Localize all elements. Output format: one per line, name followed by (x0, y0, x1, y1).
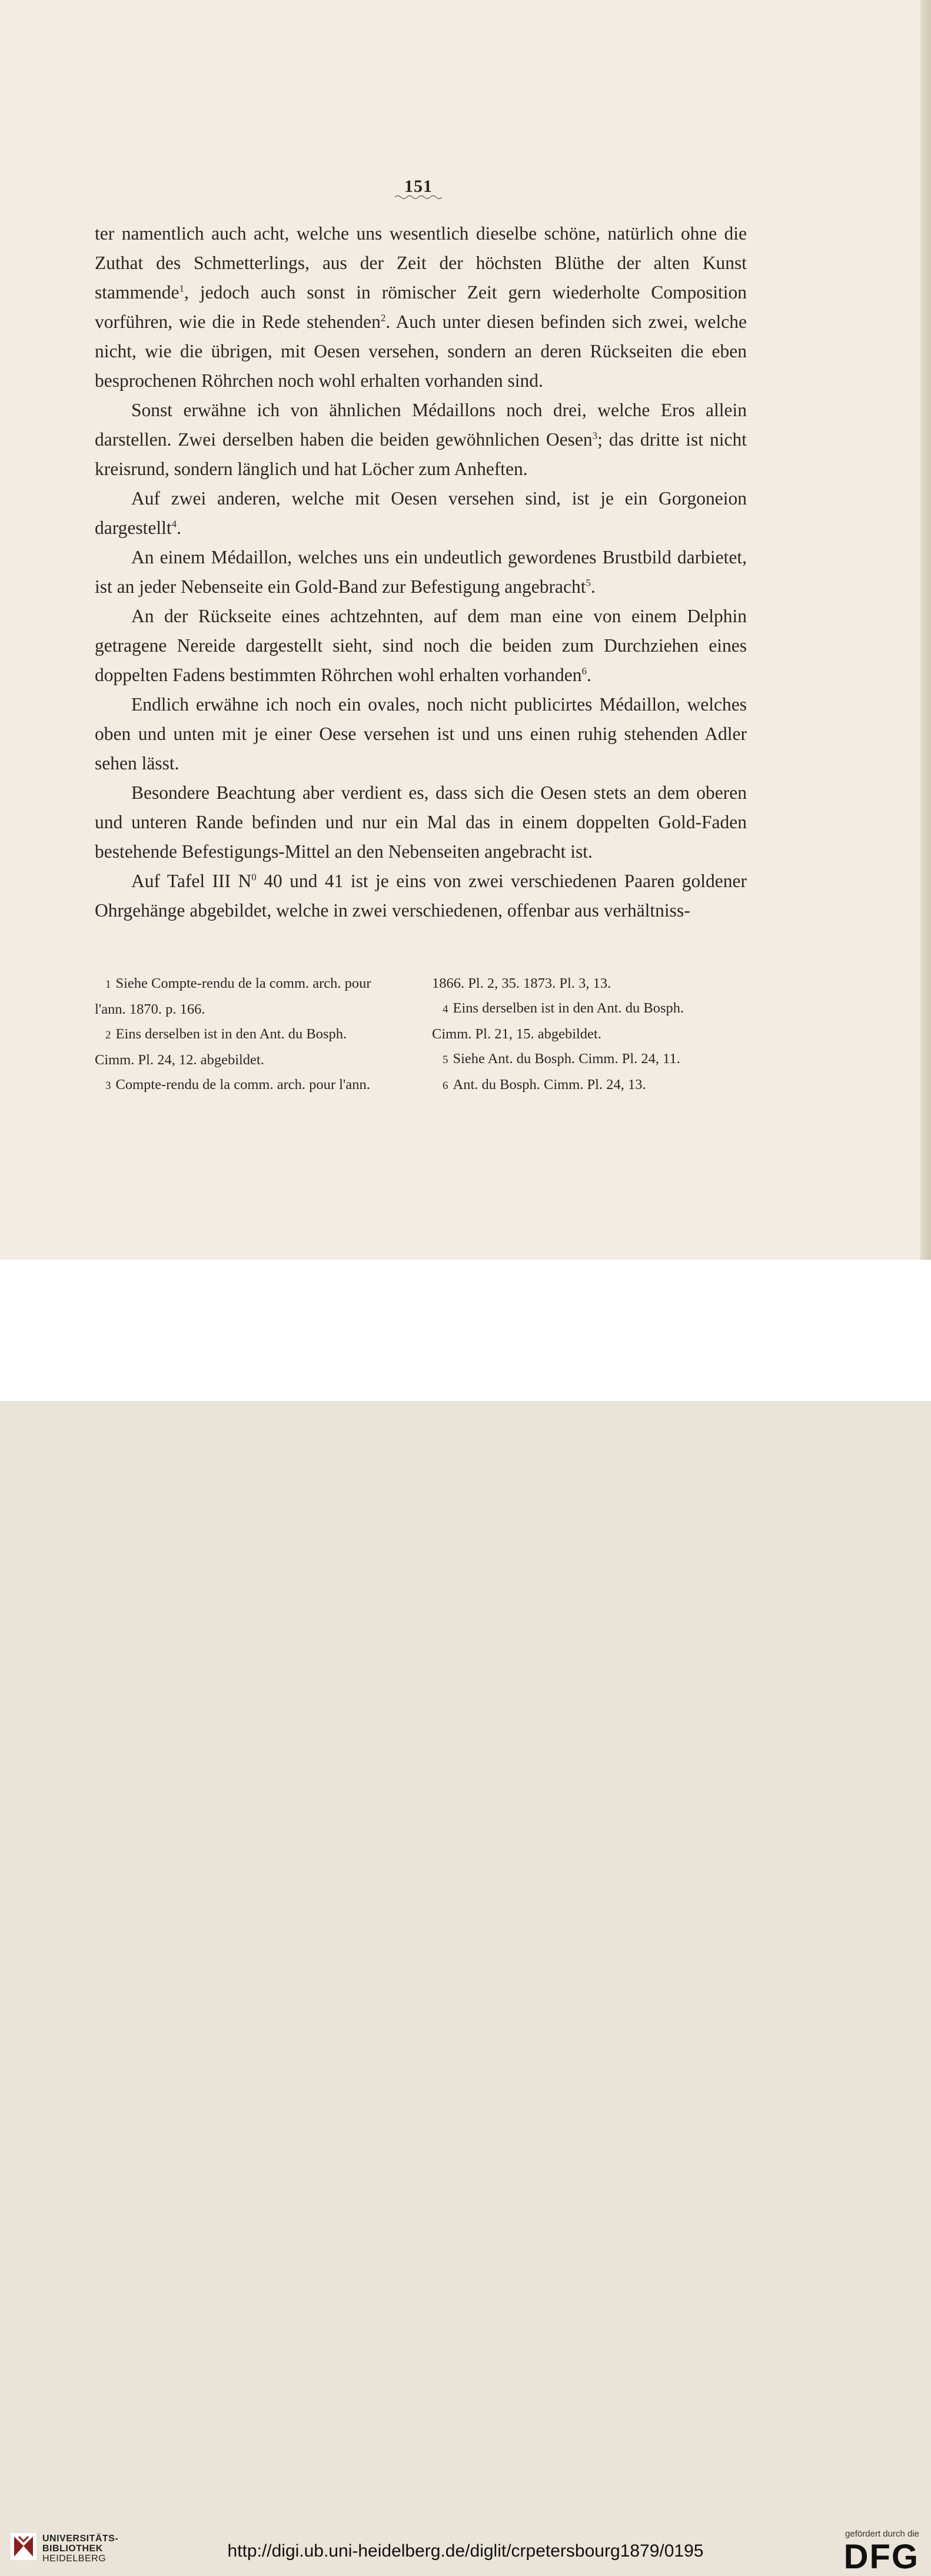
footnotes-left-column (95, 971, 410, 1098)
footnote-text: Cimm. Pl. 21, 15. abgebildet. (432, 1026, 601, 1042)
footnote-text: Cimm. Pl. 24, 12. abgebildet. (95, 1052, 264, 1068)
paragraph-text: Besondere Beachtung aber verdient es, dass sich die Oesen stets an dem oberen und unteren Rande befinden und nur ein Mal das in einem doppelten Gold-Faden bestehende Befestigungs-Mittel an den Nebenseiten angebracht ist. (95, 782, 747, 862)
body-paragraph (95, 602, 747, 690)
footnote-reference: 1 (179, 283, 184, 294)
paragraph-text: Auf zwei anderen, welche mit Oesen versehen sind, ist je ein Gorgoneion dargestellt (95, 488, 747, 538)
footnote-line (95, 1022, 410, 1048)
paragraph-text: Auf Tafel III N (131, 871, 252, 891)
footnote-number: 4 (443, 1003, 448, 1015)
footnote-text: l'ann. 1870. p. 166. (95, 1001, 205, 1017)
footnote-text: Ant. du Bosph. Cimm. Pl. 24, 13. (453, 1077, 646, 1093)
paragraph-text: Sonst erwähne ich von ähnlichen Médaillons noch drei, welche Eros allein darstellen. Zwei derselben haben die beiden gewöhnlichen Oesen (95, 400, 747, 450)
footnote-reference: 6 (581, 665, 587, 677)
funder-caption: gefördert durch die (845, 2529, 919, 2539)
footnote-number: 2 (105, 1029, 111, 1041)
footnote-line (432, 1073, 747, 1098)
paragraph-text: . Auch unter diesen befinden sich zwei, welche nicht, wie die übrigen, mit Oesen versehen, sondern an deren Rückseiten die eben besprochenen Röhrchen noch wohl erhalten vorhanden sind. (95, 311, 747, 391)
body-paragraph (95, 396, 747, 484)
footnote-line (95, 997, 410, 1022)
footnotes (95, 971, 747, 1098)
footnote-text: Compte-rendu de la comm. arch. pour l'ann. (115, 1077, 370, 1093)
paragraph-text: ter namentlich auch acht, welche uns wesentlich dieselbe schöne, natürlich ohne die Zuthat des Schmetterlings, aus der Zeit der höchsten Blüthe der alten Kunst stammende (95, 223, 747, 303)
footnote-text: Siehe Compte-rendu de la comm. arch. pour (115, 975, 371, 991)
footnote-text: Eins derselben ist in den Ant. du Bosph. (115, 1026, 347, 1042)
footnote-text: Siehe Ant. du Bosph. Cimm. Pl. 24, 11. (453, 1051, 680, 1067)
footnote-reference: 5 (586, 577, 591, 589)
body-paragraph (95, 484, 747, 543)
footnote-reference: 4 (171, 518, 177, 530)
paragraph-text: . (590, 576, 596, 597)
permalink-url[interactable]: http://digi.ub.uni-heidelberg.de/diglit/crpetersbourg1879/0195 (227, 2541, 704, 2561)
footer-bar (0, 1260, 931, 2576)
paragraph-text: , jedoch auch sonst in römischer Zeit gern wiederholte Composition vorführen, wie die in Rede stehenden (95, 282, 747, 332)
dfg-logo: DFG (843, 2538, 919, 2576)
paragraph-text: 40 und 41 ist je eins von zwei verschiedenen Paaren goldener Ohrgehänge abgebildet, welche in zwei verschiedenen, offenbar aus verhältniss- (95, 871, 747, 921)
body-paragraph (95, 543, 747, 602)
paragraph-text: An der Rückseite eines achtzehnten, auf dem man eine von einem Delphin getragene Nereide dargestellt sieht, sind noch die beiden zum Durchziehen eines doppelten Fadens bestimmten Röhrchen wohl erhalten vorhanden (95, 606, 747, 685)
footnote-text: Eins derselben ist in den Ant. du Bosph. (453, 1000, 684, 1016)
body-text (95, 219, 747, 925)
page-edge (920, 0, 931, 1260)
body-paragraph (95, 778, 747, 867)
footnote-number: 6 (443, 1080, 448, 1092)
footnote-reference: 3 (592, 430, 598, 441)
paragraph-text: An einem Médaillon, welches uns ein undeutlich gewordenes Brustbild darbietet, ist an jeder Nebenseite ein Gold-Band zur Befestigung angebracht (95, 547, 747, 597)
footnote-line (95, 1048, 410, 1073)
library-name-line2: BIBLIOTHEK (42, 2544, 103, 2554)
footnote-line (432, 1022, 747, 1047)
footnote-number: 3 (105, 1080, 111, 1092)
footnote-line (432, 1047, 747, 1073)
scanned-page (0, 0, 931, 1260)
footnote-reference: 2 (380, 312, 386, 324)
page-number (0, 177, 837, 200)
footnote-line (432, 971, 747, 996)
body-paragraph (95, 219, 747, 396)
paragraph-text: ; das dritte ist nicht kreisrund, sondern länglich und hat Löcher zum Anheften. (95, 429, 747, 479)
paragraph-text: . (177, 517, 182, 538)
paragraph-text: Endlich erwähne ich noch ein ovales, noch nicht publicirtes Médaillon, welches oben und unten mit je einer Oese versehen ist und uns einen ruhig stehenden Adler sehen lässt. (95, 694, 747, 774)
footnote-number: 5 (443, 1054, 448, 1066)
footnote-line (95, 971, 410, 997)
library-name-line3: HEIDELBERG (42, 2554, 107, 2564)
footnote-reference: 0 (251, 871, 257, 883)
footnotes-right-column (432, 971, 747, 1098)
footnote-number: 1 (105, 978, 111, 991)
footnote-line (432, 996, 747, 1022)
footnote-text: 1866. Pl. 2, 35. 1873. Pl. 3, 13. (432, 975, 611, 991)
page-number-text: 151 (404, 177, 433, 196)
paragraph-text: . (587, 665, 591, 685)
body-paragraph (95, 867, 747, 925)
footnote-line (95, 1073, 410, 1098)
body-paragraph (95, 690, 747, 778)
library-name-line1: UNIVERSITÄTS- (42, 2534, 119, 2544)
